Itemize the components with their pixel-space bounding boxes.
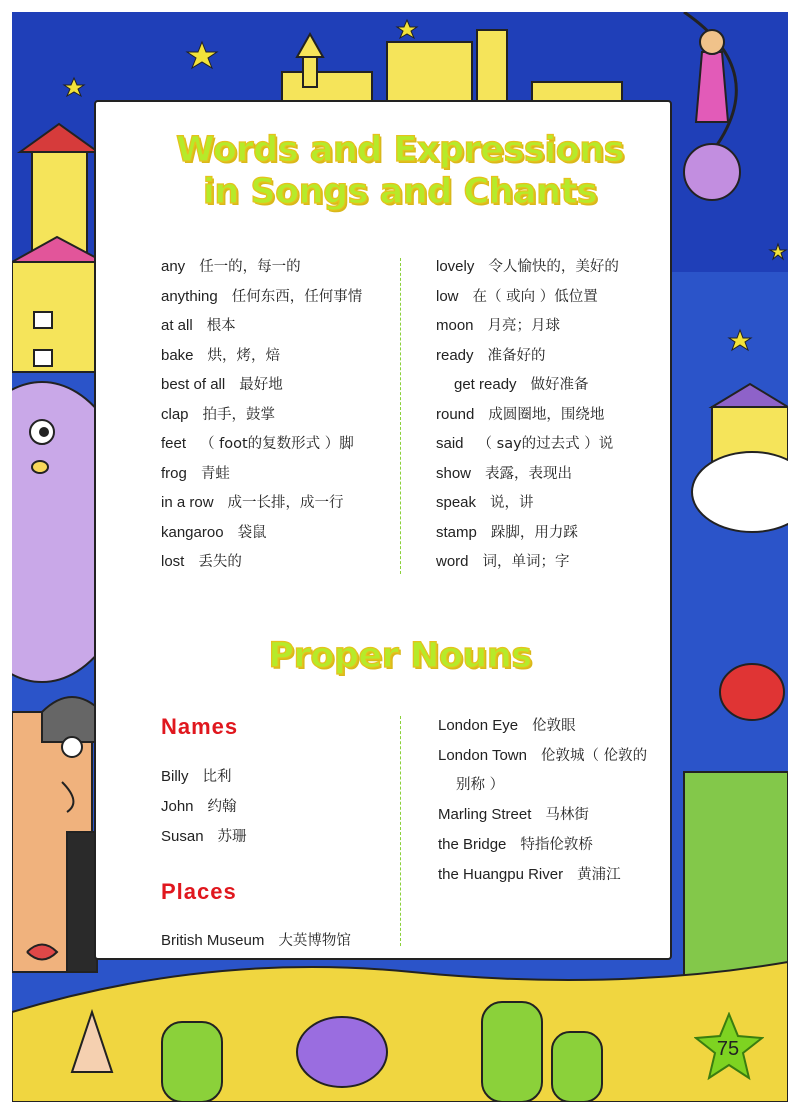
place-entry: Marling Street 马林街 [438, 806, 589, 823]
word-entry: bake 烘，烤，焙 [161, 346, 281, 364]
places-heading: Places [161, 879, 237, 904]
word-entry: get ready 做好准备 [454, 376, 589, 393]
word-entry: word 词，单词；字 [436, 553, 570, 570]
word-entry: round 成圆圈地，围绕地 [436, 405, 605, 423]
page-number: 75 [716, 1038, 740, 1060]
word-entry: said （ say的过去式 ）说 [436, 435, 614, 452]
word-entry: low 在（ 或向 ）低位置 [436, 287, 598, 305]
word-entry: in a row 成一长排，成一行 [161, 494, 344, 511]
word-entry: any 任一的，每一的 [161, 258, 301, 275]
word-entry: feet （ foot的复数形式 ）脚 [161, 435, 354, 452]
place-entry: the Bridge 特指伦敦桥 [438, 836, 593, 853]
word-entry: best of all 最好地 [161, 376, 283, 393]
word-entry: ready 准备好的 [436, 346, 546, 364]
word-entry: lost 丢失的 [161, 553, 242, 570]
word-entry: at all 根本 [161, 317, 236, 334]
place-entry: the Huangpu River 黄浦江 [438, 866, 621, 883]
place-entry: British Museum 大英博物馆 [161, 932, 351, 949]
word-entry: speak 说，讲 [436, 494, 534, 511]
word-entry: anything 任何东西，任何事情 [161, 287, 363, 305]
word-entry: lovely 令人愉快的，美好的 [436, 258, 619, 275]
word-entry: stamp 跺脚，用力踩 [436, 523, 578, 541]
word-entry: moon 月亮；月球 [436, 317, 561, 334]
word-entry: kangaroo 袋鼠 [161, 523, 267, 541]
proper-nouns-divider [400, 716, 401, 946]
section-title-proper-nouns: Proper Nouns [268, 636, 532, 676]
name-entry: John 约翰 [161, 798, 237, 815]
names-heading: Names [161, 714, 239, 739]
word-entry: clap 拍手，鼓掌 [161, 405, 276, 423]
section-title-words-line2: in Songs and Chants [202, 172, 598, 212]
place-entry: London Town 伦敦城（ 伦敦的 [438, 747, 648, 764]
place-entry: London Eye 伦敦眼 [438, 717, 576, 734]
name-entry: Susan 苏珊 [161, 828, 247, 845]
name-entry: Billy 比利 [161, 768, 232, 785]
column-divider [400, 258, 401, 574]
section-title-words-line1: Words and Expressions [175, 130, 624, 170]
word-entry: frog 青蛙 [161, 464, 230, 482]
word-entry: show 表露，表现出 [436, 464, 573, 482]
place-entry-continued: 别称 ） [456, 777, 505, 793]
